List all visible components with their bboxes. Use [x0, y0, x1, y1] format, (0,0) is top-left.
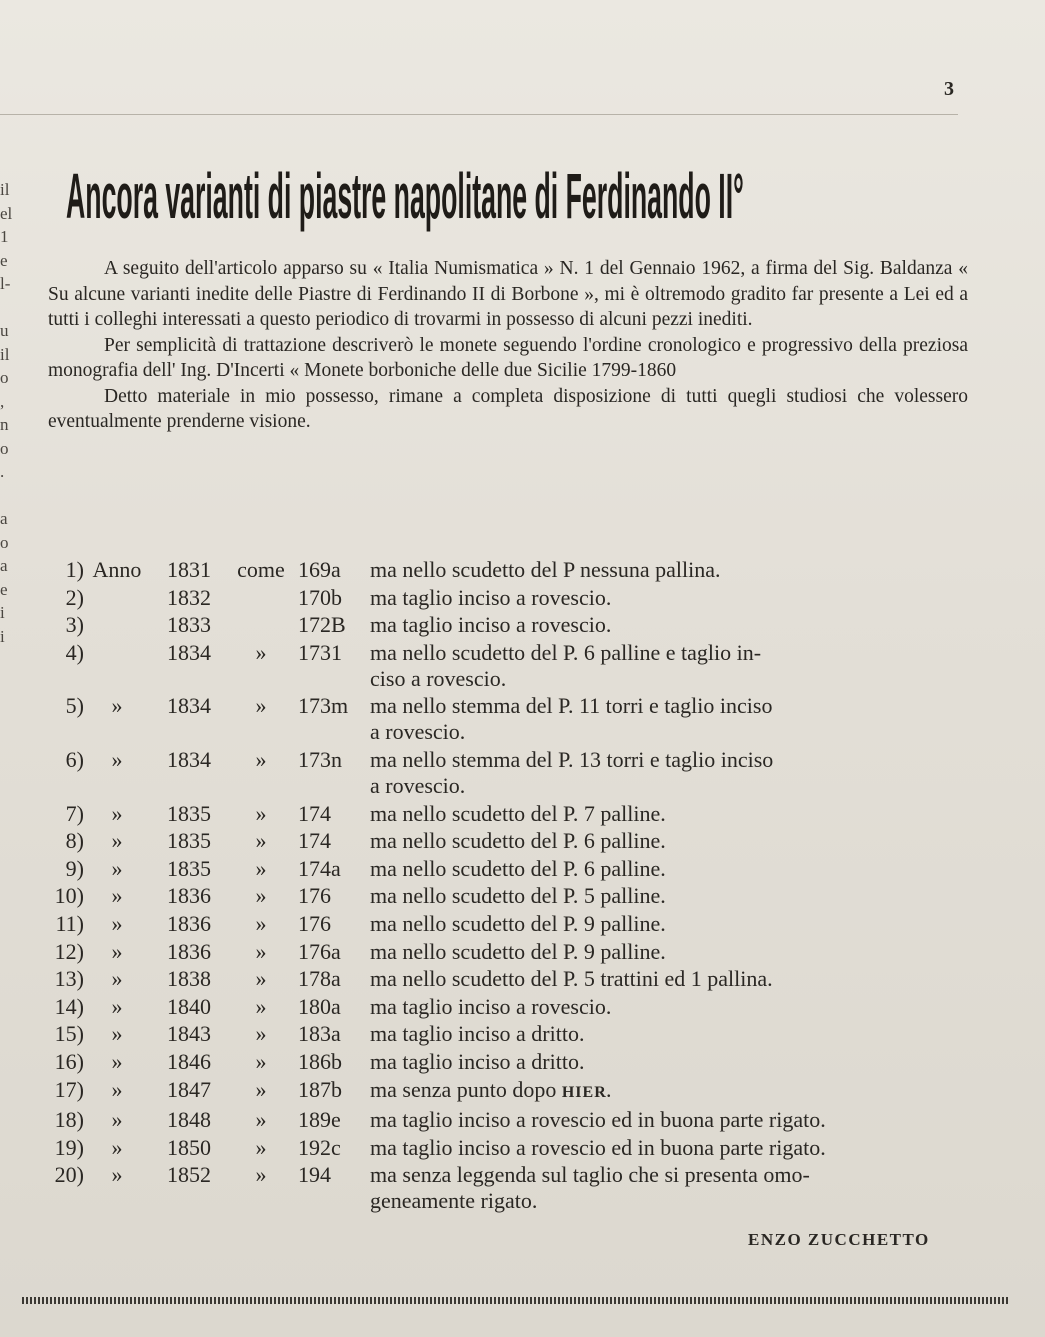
item-number: 19): [54, 1134, 84, 1160]
item-come: »: [255, 855, 267, 881]
item-description-text: ma senza punto dopo: [370, 1076, 557, 1102]
prev-column-line: ,: [0, 391, 5, 411]
list-item: [24, 828, 1014, 854]
list-item: [24, 693, 1014, 745]
list-item: [24, 640, 1014, 692]
item-year: 1834: [167, 639, 211, 665]
item-anno: »: [111, 800, 123, 826]
item-year: 1848: [167, 1107, 211, 1133]
item-description: [370, 994, 1014, 1020]
item-description: [370, 585, 1014, 611]
prev-column-line: o: [0, 438, 9, 458]
list-item: [24, 883, 1014, 909]
item-number: 20): [54, 1162, 84, 1188]
item-description: [370, 640, 1014, 692]
item-number: 17): [54, 1076, 84, 1102]
item-anno: »: [111, 1134, 123, 1160]
item-description-text: ma nello scudetto del P. 6 palline.: [370, 855, 666, 881]
item-number: 4): [65, 639, 84, 665]
item-catalog-code: 180a: [298, 993, 341, 1019]
item-come: »: [255, 1134, 267, 1160]
list-item: [24, 1049, 1014, 1075]
list-item: [24, 994, 1014, 1020]
prev-column-line: il: [0, 180, 10, 199]
item-description-text: ma nello scudetto del P. 5 trattini ed 1 pallina.: [370, 966, 773, 992]
item-description-text: ma taglio inciso a dritto.: [370, 1048, 585, 1074]
item-description-text: ma taglio inciso a dritto.: [370, 1021, 585, 1047]
item-description-text: ma nello stemma del P. 13 torri e taglio inciso: [370, 746, 774, 772]
item-come: »: [255, 693, 267, 719]
header-rule: [0, 114, 958, 115]
item-number: 12): [54, 938, 84, 964]
item-description-text: ma nello scudetto del P. 6 palline e taglio in-: [370, 639, 762, 665]
prev-column-line: u: [0, 321, 9, 340]
item-catalog-code: 186b: [298, 1048, 342, 1074]
item-come: »: [255, 1107, 267, 1133]
item-description-text: ma senza leggenda sul taglio che si presenta omo-: [370, 1162, 810, 1188]
item-anno: »: [111, 746, 123, 772]
item-come: »: [255, 993, 267, 1019]
item-description-text: ma nello scudetto del P. 6 palline.: [370, 828, 666, 854]
item-catalog-code: 183a: [298, 1021, 341, 1047]
variant-list: [24, 557, 1014, 1216]
item-come: »: [255, 1048, 267, 1074]
item-number: 18): [54, 1107, 84, 1133]
item-description-text: ma taglio inciso a rovescio.: [370, 612, 612, 638]
item-year: 1843: [167, 1021, 211, 1047]
item-catalog-code: 176a: [298, 938, 341, 964]
item-description-text: ma taglio inciso a rovescio.: [370, 993, 612, 1019]
item-number: 13): [54, 966, 84, 992]
item-description-text: ma nello scudetto del P. 5 palline.: [370, 883, 666, 909]
item-anno: »: [111, 828, 123, 854]
item-come: »: [255, 1076, 267, 1102]
item-description-text: ma nello scudetto del P. 9 palline.: [370, 910, 666, 936]
author-signature: ENZO ZUCCHETTO: [748, 1230, 930, 1249]
item-come: come: [237, 557, 285, 582]
list-item: [24, 557, 1014, 583]
item-description: [370, 747, 1014, 799]
item-description: [370, 828, 1014, 854]
item-description: [370, 883, 1014, 909]
list-item: [24, 966, 1014, 992]
item-catalog-code: 176: [298, 910, 331, 936]
item-catalog-code: 173n: [298, 746, 342, 772]
item-number: 15): [54, 1021, 84, 1047]
article-body: [48, 256, 968, 435]
item-year: 1832: [167, 584, 211, 610]
previous-column-fragment: [0, 178, 18, 648]
item-catalog-code: 192c: [298, 1134, 341, 1160]
item-description: [370, 1049, 1014, 1075]
prev-column-line: e: [0, 579, 8, 599]
list-item: [24, 1135, 1014, 1161]
item-anno: Anno: [92, 557, 142, 582]
item-catalog-code: 169a: [298, 557, 341, 582]
item-description-text: ma nello scudetto del P. 9 palline.: [370, 938, 666, 964]
item-come: »: [255, 966, 267, 992]
item-number: 2): [65, 584, 84, 610]
item-anno: »: [111, 855, 123, 881]
item-year: 1840: [167, 993, 211, 1019]
page-number: 3: [944, 78, 954, 100]
item-anno: »: [111, 1162, 123, 1188]
prev-column-line: i: [0, 626, 5, 646]
item-year: 1833: [167, 612, 211, 638]
item-catalog-code: 1731: [298, 639, 342, 665]
item-description-text: ma taglio inciso a rovescio ed in buona parte rigato.: [370, 1107, 826, 1133]
item-number: 10): [54, 883, 84, 909]
item-year: 1831: [167, 557, 211, 582]
list-item: [24, 1021, 1014, 1047]
item-year: 1847: [167, 1076, 211, 1102]
item-description-continuation: geneamente rigato.: [370, 1188, 538, 1214]
prev-column-line: [0, 296, 18, 320]
item-catalog-code: 174a: [298, 855, 341, 881]
item-anno: »: [111, 1021, 123, 1047]
item-description-continuation: a rovescio.: [370, 719, 466, 745]
item-description: [370, 911, 1014, 937]
prev-column-line: o: [0, 532, 9, 552]
item-description-text: ma nello stemma del P. 11 torri e taglio inciso: [370, 693, 773, 719]
item-description-smallcaps: HIER.: [561, 1083, 612, 1101]
item-come: »: [255, 910, 267, 936]
item-catalog-code: 189e: [298, 1107, 341, 1133]
item-catalog-code: 172B: [298, 612, 346, 638]
list-item: [24, 1077, 1014, 1106]
item-description: [370, 612, 1014, 638]
item-anno: »: [111, 693, 123, 719]
item-anno: »: [111, 966, 123, 992]
list-item: [24, 939, 1014, 965]
item-catalog-code: 174: [298, 800, 331, 826]
item-anno: »: [111, 938, 123, 964]
prev-column-line: el: [0, 203, 13, 223]
item-year: 1836: [167, 938, 211, 964]
item-description: [370, 1162, 1014, 1214]
item-come: »: [255, 800, 267, 826]
item-number: 5): [65, 693, 84, 719]
item-year: 1852: [167, 1162, 211, 1188]
item-year: 1835: [167, 800, 211, 826]
item-catalog-code: 194: [298, 1162, 331, 1188]
item-come: »: [255, 1162, 267, 1188]
paragraph: Detto materiale in mio possesso, rimane a completa disposizione di tutti quegli studiosi che volessero eventualmente prenderne visione.: [48, 385, 968, 432]
item-number: 6): [65, 746, 84, 772]
prev-column-line: o: [0, 368, 9, 387]
list-item: [24, 612, 1014, 638]
list-item: [24, 1107, 1014, 1133]
item-year: 1834: [167, 693, 211, 719]
item-number: 7): [65, 800, 84, 826]
item-description-text: ma nello scudetto del P nessuna pallina.: [370, 557, 721, 582]
list-item: [24, 747, 1014, 799]
prev-column-line: .: [0, 462, 5, 481]
item-come: »: [255, 883, 267, 909]
item-description: [370, 856, 1014, 882]
article-title: Ancora varianti di piastre napolitane di Ferdinando II°: [66, 159, 744, 233]
item-anno: »: [111, 993, 123, 1019]
item-description: [370, 693, 1014, 745]
item-description: [370, 557, 1014, 583]
item-year: 1850: [167, 1134, 211, 1160]
item-anno: »: [111, 883, 123, 909]
item-description: [370, 1021, 1014, 1047]
item-description: [370, 1077, 1014, 1106]
item-description-text: ma taglio inciso a rovescio.: [370, 584, 612, 610]
prev-column-line: n: [0, 415, 9, 434]
item-description-continuation: ciso a rovescio.: [370, 665, 507, 691]
item-catalog-code: 176: [298, 883, 331, 909]
item-year: 1846: [167, 1048, 211, 1074]
prev-column-line: [0, 484, 18, 508]
item-anno: »: [111, 1076, 123, 1102]
item-year: 1838: [167, 966, 211, 992]
item-description: [370, 1107, 1014, 1133]
paragraph: Per semplicità di trattazione descriverò le monete seguendo l'ordine cronologico e progressivo della preziosa monografia dell' Ing. D'Incerti « Monete borboniche delle due Sicilie 1799-1860: [48, 334, 968, 381]
item-come: »: [255, 828, 267, 854]
item-come: »: [255, 1021, 267, 1047]
item-number: 8): [65, 828, 84, 854]
list-item: [24, 801, 1014, 827]
item-catalog-code: 170b: [298, 584, 342, 610]
item-year: 1836: [167, 883, 211, 909]
item-anno: »: [111, 1048, 123, 1074]
item-description: [370, 939, 1014, 965]
item-anno: »: [111, 1107, 123, 1133]
item-description: [370, 1135, 1014, 1161]
item-year: 1834: [167, 746, 211, 772]
footer-dotted-rule: [22, 1297, 1010, 1304]
item-come: »: [255, 639, 267, 665]
item-number: 3): [65, 612, 84, 638]
item-anno: »: [111, 910, 123, 936]
item-description-text: ma nello scudetto del P. 7 palline.: [370, 800, 666, 826]
item-number: 16): [54, 1048, 84, 1074]
item-come: »: [255, 938, 267, 964]
item-number: 1): [65, 557, 84, 582]
item-description: [370, 801, 1014, 827]
item-number: 9): [65, 855, 84, 881]
prev-column-line: i: [0, 603, 5, 622]
item-description-continuation: a rovescio.: [370, 772, 466, 798]
item-catalog-code: 173m: [298, 693, 349, 719]
prev-column-line: l-: [0, 274, 11, 293]
item-catalog-code: 174: [298, 828, 331, 854]
item-come: »: [255, 746, 267, 772]
list-item: [24, 585, 1014, 611]
list-item: [24, 911, 1014, 937]
list-item: [24, 1162, 1014, 1214]
item-catalog-code: 187b: [298, 1076, 342, 1102]
item-description: [370, 966, 1014, 992]
prev-column-line: a: [0, 509, 8, 528]
prev-column-line: e: [0, 250, 8, 270]
item-year: 1835: [167, 855, 211, 881]
item-number: 14): [54, 993, 84, 1019]
prev-column-line: il: [0, 344, 10, 364]
item-number: 11): [55, 910, 84, 936]
prev-column-line: a: [0, 556, 8, 575]
item-catalog-code: 178a: [298, 966, 341, 992]
list-item: [24, 856, 1014, 882]
item-year: 1835: [167, 828, 211, 854]
prev-column-line: 1: [0, 227, 9, 246]
item-description-text: ma taglio inciso a rovescio ed in buona parte rigato.: [370, 1134, 826, 1160]
paragraph: A seguito dell'articolo apparso su « Italia Numismatica » N. 1 del Gennaio 1962, a firma del Sig. Baldanza « Su alcune varianti inedite delle Piastre di Ferdinando II di Borbone », mi è oltremodo gradito far presente a Lei ed a tutti i colleghi interessati a questo periodico di trovarmi in possesso di alcuni pezzi inediti.: [48, 258, 968, 330]
item-year: 1836: [167, 910, 211, 936]
